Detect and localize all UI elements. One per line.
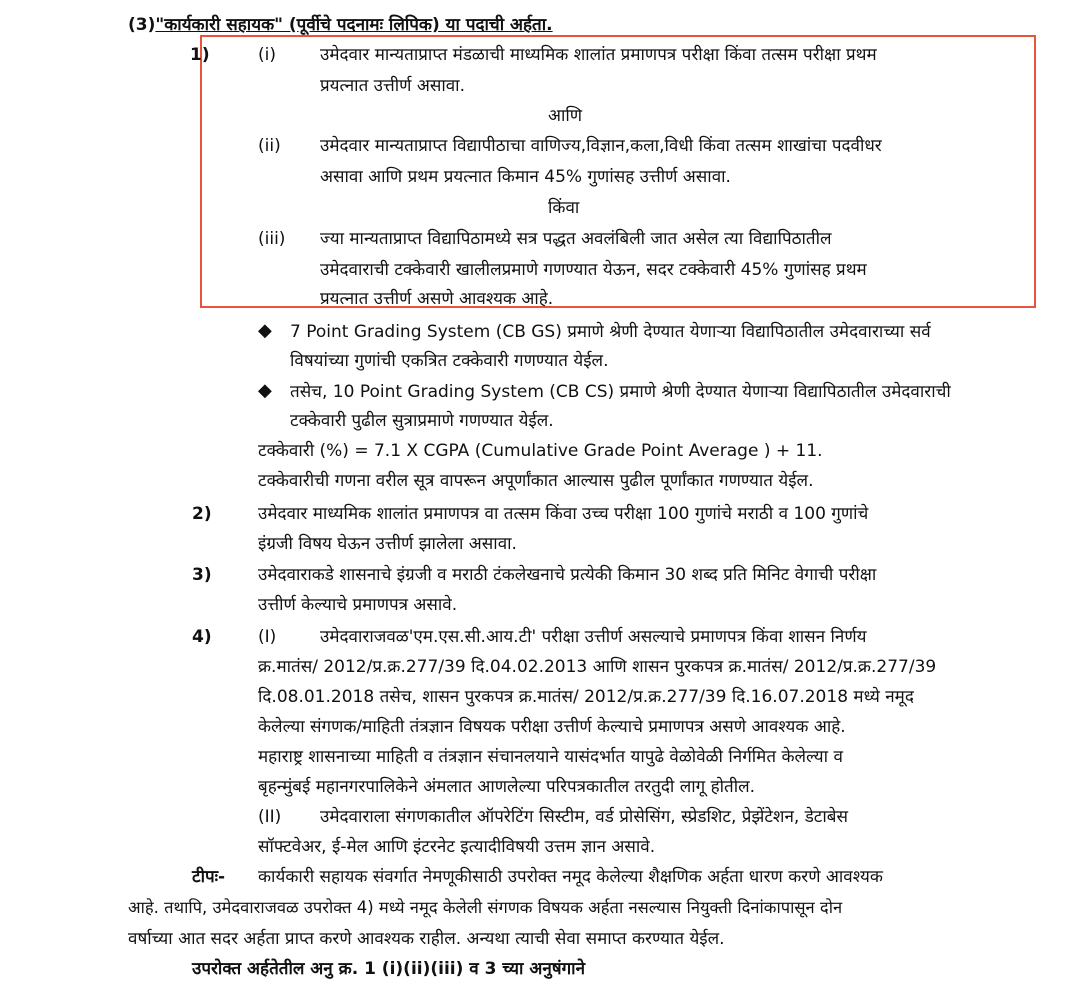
diamond-bullet-icon: ◆	[258, 380, 272, 401]
formula-line: टक्केवारी (%) = 7.1 X CGPA (Cumulative Grade Point Average ) + 11.	[258, 441, 823, 461]
item-iii-line1: ज्या मान्यताप्राप्त विद्यापिठामध्ये सत्र पद्धत अवलंबिली जात असेल त्या विद्यापिठातील	[320, 229, 832, 249]
cropped-bottom-line	[190, 980, 950, 991]
section2-line2: इंग्रजी विषय घेऊन उत्तीर्ण झालेला असावा.	[258, 534, 517, 554]
item-ii-line1: उमेदवार मान्यताप्राप्त विद्यापीठाचा वाणिज्य,विज्ञान,कला,विधी किंवा तत्सम शाखांचा पदवीधर	[320, 136, 882, 156]
cropped-top-line	[120, 0, 820, 6]
section4-number: 4)	[192, 627, 212, 647]
item-iii-line2: उमेदवाराची टक्केवारी खालीलप्रमाणे गणण्यात येऊन, सदर टक्केवारी 45% गुणांसह प्रथम	[320, 260, 867, 280]
bullet2-line1: तसेच, 10 Point Grading System (CB CS) प्रमाणे श्रेणी देण्यात येणाऱ्या विद्यापिठातील उमेदवाराची	[290, 382, 951, 402]
conjunction-or: किंवा	[548, 198, 580, 218]
section2-line1: उमेदवार माध्यमिक शालांत प्रमाणपत्र वा तत्सम किंवा उच्च परीक्षा 100 गुणांचे मराठी व 100 गुणांचे	[258, 504, 869, 524]
item-I-label: (I)	[258, 627, 277, 647]
item-I-line2: क्र.मातंस/ 2012/प्र.क्र.277/39 दि.04.02.2013 आणि शासन पुरकपत्र क्र.मातंस/ 2012/प्र.क्र.277/39	[258, 657, 937, 677]
diamond-bullet-icon: ◆	[258, 320, 272, 341]
note-line1: कार्यकारी सहायक संवर्गात नेमणूकीसाठी उपरोक्त नमूद केलेल्या शैक्षणिक अर्हता धारण करणे आवश्यक	[258, 867, 883, 887]
section3-number: 3)	[192, 565, 212, 585]
note-line3: वर्षाच्या आत सदर अर्हता प्राप्त करणे आवश्यक राहील. अन्यथा त्याची सेवा समाप्त करण्यात येईल.	[128, 929, 725, 949]
item-II-label: (II)	[258, 807, 282, 827]
item-ii-line2: असावा आणि प्रथम प्रयत्नात किमान 45% गुणांसह उत्तीर्ण असावा.	[320, 167, 731, 187]
section2-number: 2)	[192, 504, 212, 524]
heading-title: "कार्यकारी सहायक" (पूर्वीचे पदनामः लिपिक) या पदाची अर्हता.	[155, 15, 553, 35]
item-iii-label: (iii)	[258, 229, 286, 249]
bullet1-line1: 7 Point Grading System (CB GS) प्रमाणे श्रेणी देण्यात येणाऱ्या विद्यापिठातील उमेदवाराच्या सर्व	[290, 322, 931, 342]
item-I-line3: दि.08.01.2018 तसेच, शासन पुरकपत्र क्र.मातंस/ 2012/प्र.क्र.277/39 दि.16.07.2018 मध्ये नमूद	[258, 687, 914, 707]
footer-heading: उपरोक्त अर्हतेतील अनु क्र. 1 (i)(ii)(iii) व 3 च्या अनुषंगाने	[192, 959, 585, 979]
note-line2: आहे. तथापि, उमेदवाराजवळ उपरोक्त 4) मध्ये नमूद केलेली संगणक विषयक अर्हता नसल्यास नियुक्ती दिनांकापासून दोन	[128, 898, 843, 917]
section3-line1: उमेदवाराकडे शासनाचे इंग्रजी व मराठी टंकलेखनाचे प्रत्येकी किमान 30 शब्द प्रति मिनिट वेगाची परीक्षा	[258, 565, 877, 585]
section1-number: 1)	[190, 45, 210, 65]
item-I-line5: महाराष्ट्र शासनाच्या माहिती व तंत्रज्ञान संचानलयाने यासंदर्भात यापुढे वेळोवेळी निर्गमित केलेल्या व	[258, 747, 843, 767]
section3-line2: उत्तीर्ण केल्याचे प्रमाणपत्र असावे.	[258, 595, 458, 615]
item-II-line2: सॉफ्टवेअर, ई-मेल आणि इंटरनेट इत्यादीविषयी उत्तम ज्ञान असावे.	[258, 837, 656, 857]
item-iii-line3: प्रयत्नात उत्तीर्ण असणे आवश्यक आहे.	[320, 289, 554, 309]
bullet2-line2: टक्केवारी पुढील सुत्राप्रमाणे गणण्यात येईल.	[290, 411, 554, 431]
section-heading	[128, 14, 553, 36]
item-i-label: (i)	[258, 45, 276, 65]
item-I-line6: बृहन्मुंबई महानगरपालिकेने अंमलात आणलेल्या परिपत्रकातील तरतुदी लागू होतील.	[258, 777, 756, 797]
item-ii-label: (ii)	[258, 136, 281, 156]
item-i-line1: उमेदवार मान्यताप्राप्त मंडळाची माध्यमिक शालांत प्रमाणपत्र परीक्षा किंवा तत्सम परीक्षा प्रथम	[320, 45, 877, 65]
item-I-line4: केलेल्या संगणक/माहिती तंत्रज्ञान विषयक परीक्षा उत्तीर्ण केल्याचे प्रमाणपत्र असणे आवश्यक आहे.	[258, 717, 846, 737]
note-label: टीपः-	[192, 867, 226, 887]
item-i-line2: प्रयत्नात उत्तीर्ण असावा.	[320, 76, 465, 96]
conjunction-and: आणि	[548, 106, 583, 126]
heading-number: (3)	[128, 15, 156, 35]
bullet1-line2: विषयांच्या गुणांची एकत्रित टक्केवारी गणण्यात येईल.	[290, 351, 609, 371]
item-I-line1: उमेदवाराजवळ'एम.एस.सी.आय.टी' परीक्षा उत्तीर्ण असल्याचे प्रमाणपत्र किंवा शासन निर्णय	[320, 627, 867, 647]
rounding-line: टक्केवारीची गणना वरील सूत्र वापरून अपूर्णांकात आल्यास पुढील पूर्णांकात गणण्यात येईल.	[258, 471, 814, 491]
item-II-line1: उमेदवाराला संगणकातील ऑपरेटिंग सिस्टीम, वर्ड प्रोसेसिंग, स्प्रेडशिट, प्रेझेंटेशन, डेटाबेस	[320, 807, 848, 827]
